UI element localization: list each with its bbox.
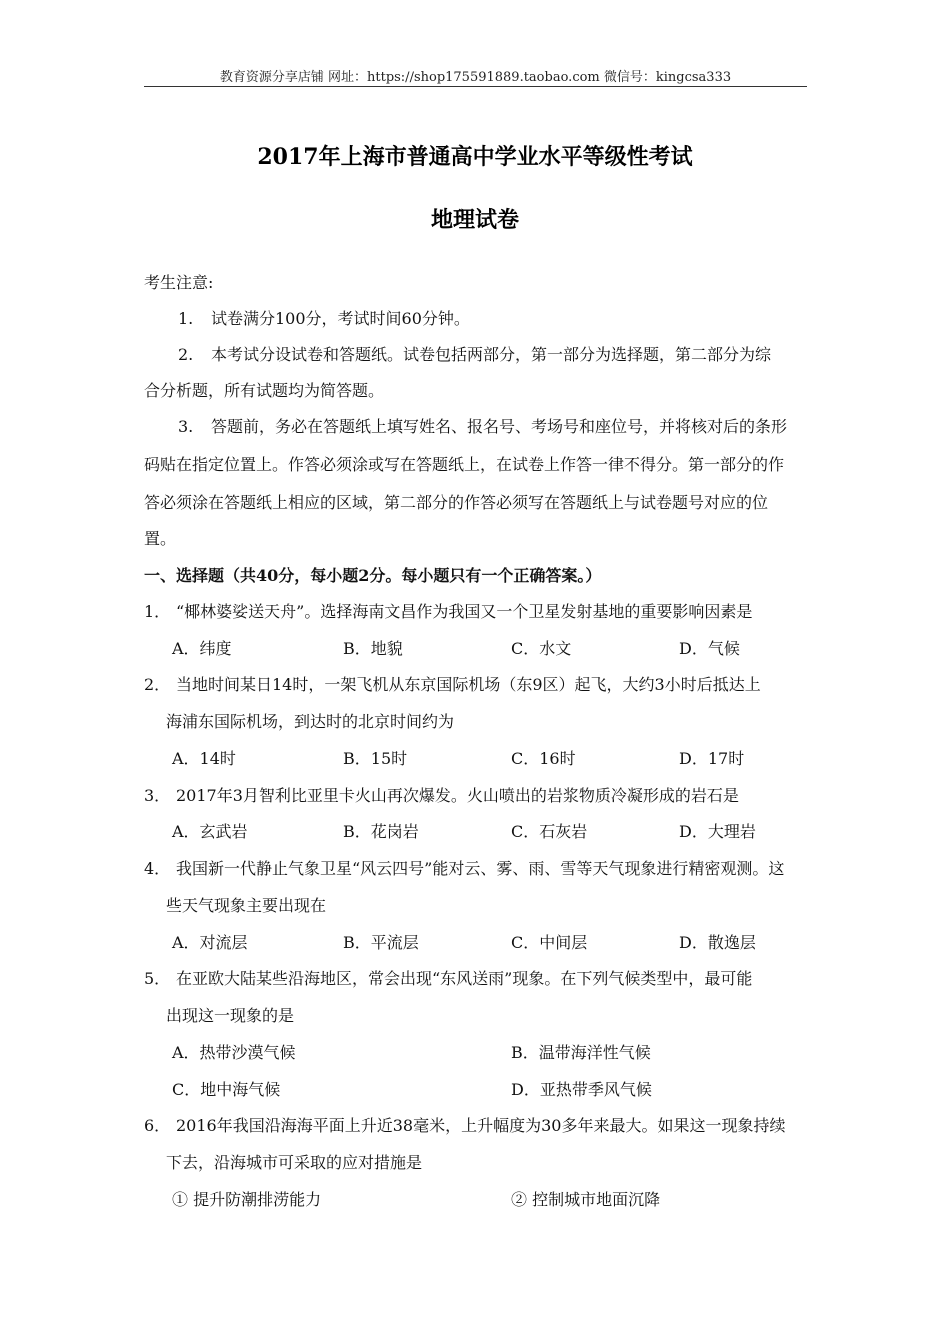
answer-option: D．大理岩 (679, 822, 756, 841)
notice-item-line: 码贴在指定位置上。作答必须涂或写在答题纸上，在试卷上作答一律不得分。第一部分的作 (144, 455, 785, 474)
header-divider (144, 86, 807, 87)
question-number: 5． (144, 969, 171, 988)
answer-option: C．中间层 (511, 933, 588, 952)
answer-option: B．地貌 (343, 639, 403, 658)
question-text: 下去，沿海城市可采取的应对措施是 (166, 1153, 423, 1172)
answer-option: A．14时 (172, 749, 236, 768)
answer-option: B．温带海洋性气候 (511, 1043, 651, 1062)
exam-title: 2017年上海市普通高中学业水平等级性考试 (257, 144, 693, 170)
notice-item-num: 3. (178, 417, 194, 436)
answer-option: D．散逸层 (679, 933, 756, 952)
notice-item-line: 答题前，务必在答题纸上填写姓名、报名号、考场号和座位号，并将核对后的条形 (211, 417, 788, 436)
answer-option: C．地中海气候 (172, 1080, 281, 1099)
answer-option: C．水文 (511, 639, 572, 658)
header-text: 教育资源分享店铺 网址：https://shop175591889.taobao.com 微信号：kingcsa333 (219, 70, 732, 85)
answer-option: B．平流层 (343, 933, 419, 952)
answer-option: D．17时 (679, 749, 745, 768)
question-number: 4． (144, 859, 171, 878)
notice-heading: 考生注意: (144, 273, 214, 292)
question-number: 3． (144, 786, 171, 805)
question-text: “椰林婆娑送天舟”。选择海南文昌作为我国又一个卫星发射基地的重要影响因素是 (176, 602, 753, 621)
question-text: 2016年我国沿海海平面上升近38毫米，上升幅度为30多年来最大。如果这一现象持续 (176, 1116, 786, 1135)
answer-option: C．16时 (511, 749, 576, 768)
answer-option: A．玄武岩 (172, 822, 248, 841)
answer-option: B．15时 (343, 749, 408, 768)
exam-subtitle: 地理试卷 (430, 207, 519, 233)
question-text: 海浦东国际机场，到达时的北京时间约为 (166, 712, 455, 731)
notice-item-line: 试卷满分100分，考试时间60分钟。 (211, 309, 470, 328)
question-text: 当地时间某日14时，一架飞机从东京国际机场（东9区）起飞，大约3小时后抵达上 (176, 675, 761, 694)
answer-option: C．石灰岩 (511, 822, 588, 841)
notice-item-line: 答必须涂在答题纸上相应的区域，第二部分的作答必须写在答题纸上与试卷题号对应的位 (144, 493, 769, 512)
notice-item-num: 2. (178, 345, 194, 364)
notice-item-line: 本考试分设试卷和答题纸。试卷包括两部分，第一部分为选择题，第二部分为综 (211, 345, 772, 364)
answer-option: A．纬度 (172, 639, 232, 658)
answer-option: B．花岗岩 (343, 822, 419, 841)
answer-option: D．气候 (679, 639, 740, 658)
question-text: 我国新一代静止气象卫星“风云四号”能对云、雾、雨、雪等天气现象进行精密观测。这 (176, 859, 785, 878)
answer-option: ① 提升防潮排涝能力 (172, 1190, 322, 1209)
question-text: 些天气现象主要出现在 (166, 896, 327, 915)
question-text: 2017年3月智利比亚里卡火山再次爆发。火山喷出的岩浆物质冷凝形成的岩石是 (176, 786, 739, 805)
question-text: 出现这一现象的是 (166, 1006, 295, 1025)
question-number: 6． (144, 1116, 171, 1135)
notice-item-line: 置。 (144, 529, 177, 548)
answer-option: D．亚热带季风气候 (511, 1080, 652, 1099)
notice-item-num: 1. (178, 309, 194, 328)
question-number: 1． (144, 602, 171, 621)
question-number: 2． (144, 675, 171, 694)
answer-option: ② 控制城市地面沉降 (511, 1190, 661, 1209)
section-heading: 一、选择题（共40分，每小题2分。每小题只有一个正确答案。） (144, 566, 602, 585)
notice-item-line: 合分析题，所有试题均为简答题。 (144, 381, 385, 400)
answer-option: A．对流层 (172, 933, 248, 952)
answer-option: A．热带沙漠气候 (172, 1043, 296, 1062)
question-text: 在亚欧大陆某些沿海地区，常会出现“东风送雨”现象。在下列气候类型中，最可能 (176, 969, 753, 988)
